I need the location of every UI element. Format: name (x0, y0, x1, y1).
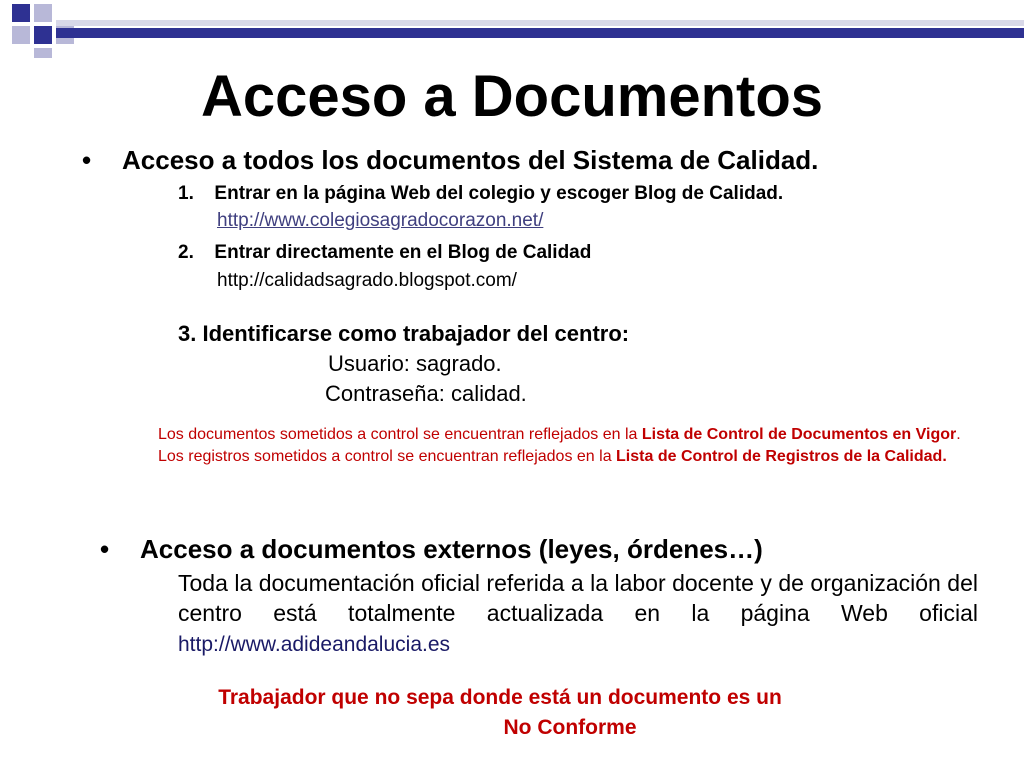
lista-control-registros: Lista de Control de Registros de la Calidad. (616, 448, 947, 465)
deco-bar-dark (56, 28, 1024, 38)
deco-square-light-2 (12, 26, 30, 44)
step-2 (178, 240, 591, 266)
step-1-text: Entrar en la página Web del colegio y escoger Blog de Calidad. (214, 183, 784, 204)
note-documentos: Los documentos sometidos a control se encuentran reflejados en la Lista de Control de Documentos en Vigor. (158, 426, 961, 443)
step-2-number: 2. (178, 242, 194, 263)
deco-square-dark-2 (34, 26, 52, 44)
control-notes (158, 424, 978, 468)
step-3-text: 3. Identificarse como trabajador del centro: (178, 321, 630, 346)
bullet-glyph: • (82, 145, 92, 175)
header-decoration (0, 0, 1024, 60)
bullet-glyph-2: • (100, 534, 110, 564)
password-credential: Contraseña: calidad. (325, 381, 527, 406)
bullet-1-text: Acceso a todos los documentos del Sistema de Calidad. (122, 145, 819, 175)
step-2-text: Entrar directamente en el Blog de Calidad (214, 242, 592, 263)
note-registros: Los registros sometidos a control se encuentran reflejados en la Lista de Control de Registros de la Calidad. (158, 448, 947, 465)
deco-square-dark-1 (12, 4, 30, 22)
bullet-documentos-externos (100, 533, 763, 565)
final-statement-no-conforme: No Conforme (503, 716, 637, 739)
bullet-documentos-calidad (82, 144, 818, 176)
step-1 (178, 181, 783, 207)
documentacion-oficial-text (178, 568, 978, 660)
deco-bar-light (56, 20, 1024, 26)
bullet-2-text: Acceso a documentos externos (leyes, órdenes…) (140, 534, 763, 564)
adide-url: http://www.adideandalucia.es (178, 633, 451, 656)
step-1-number: 1. (178, 183, 194, 204)
usuario-credential: Usuario: sagrado. (328, 351, 502, 376)
documentacion-oficial-body: Toda la documentación oficial referida a la labor docente y de organización del centro está totalmente actualizada en la página Web oficial (178, 570, 978, 626)
lista-control-documentos: Lista de Control de Documentos en Vigor (641, 426, 957, 443)
final-statement-line-1: Trabajador que no sepa donde está un documento es un (218, 686, 782, 709)
deco-square-light-1 (34, 4, 52, 22)
deco-square-light-4 (34, 48, 52, 58)
slide-title: Acceso a Documentos (200, 64, 824, 129)
colegio-website-link[interactable]: http://www.colegiosagradocorazon.net/ (217, 210, 544, 231)
blog-calidad-url: http://calidadsagrado.blogspot.com/ (217, 270, 517, 291)
